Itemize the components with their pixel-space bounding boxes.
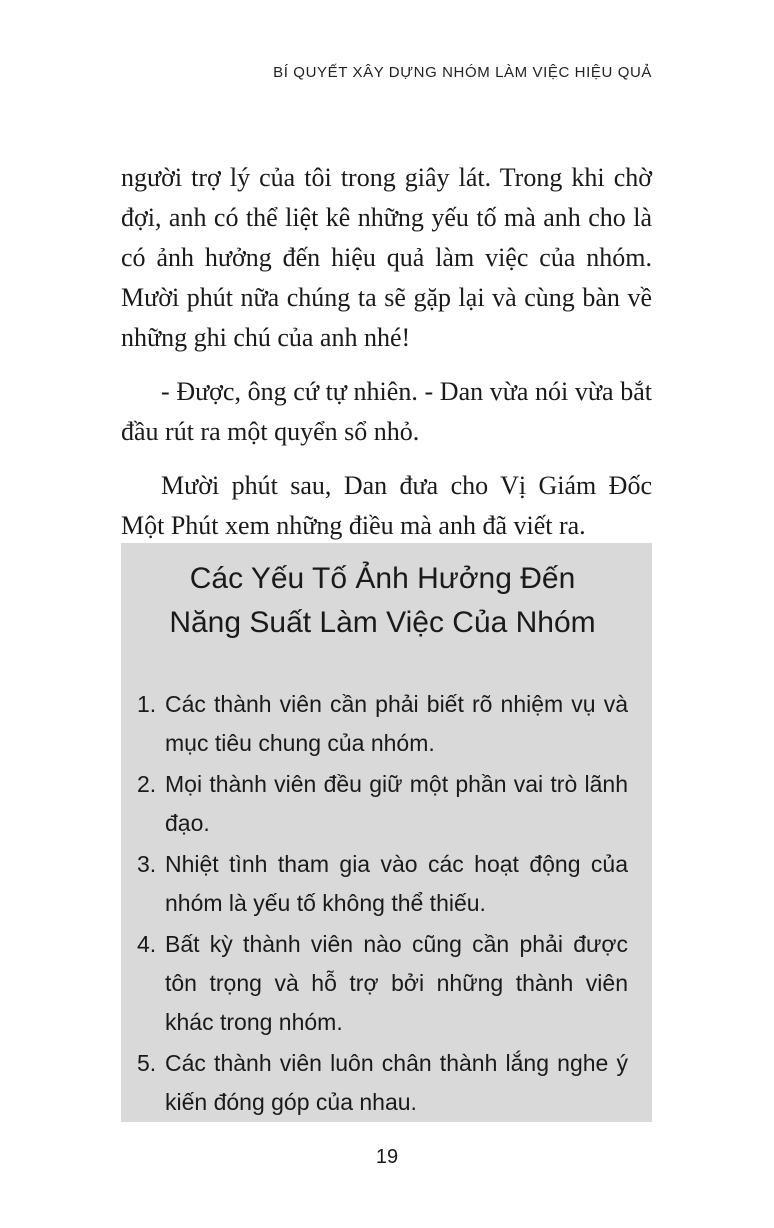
list-item-text: Nhiệt tình tham gia vào các hoạt động của nhóm là yếu tố không thể thiếu. — [165, 851, 628, 916]
body-text — [121, 158, 652, 560]
paragraph-narration: Mười phút sau, Dan đưa cho Vị Giám Đốc Một Phút xem những điều mà anh đã viết ra. — [121, 471, 652, 540]
list-item-number: 5. — [137, 1050, 157, 1076]
box-title-line-2: Năng Suất Làm Việc Của Nhóm — [169, 606, 596, 639]
box-title — [137, 557, 628, 645]
factors-list — [137, 685, 628, 1122]
list-item — [137, 765, 628, 843]
factors-box — [121, 543, 652, 1122]
running-header: BÍ QUYẾT XÂY DỰNG NHÓM LÀM VIỆC HIỆU QUẢ — [273, 64, 652, 81]
list-item-text: Các thành viên cần phải biết rõ nhiệm vụ và mục tiêu chung của nhóm. — [165, 691, 628, 756]
list-item — [137, 925, 628, 1042]
list-item-text: Các thành viên luôn chân thành lắng nghe ý kiến đóng góp của nhau. — [165, 1050, 628, 1115]
list-item — [137, 685, 628, 763]
paragraph-dialogue: - Được, ông cứ tự nhiên. - Dan vừa nói vừa bắt đầu rút ra một quyển sổ nhỏ. — [121, 377, 652, 446]
list-item — [137, 1044, 628, 1122]
list-item — [137, 845, 628, 923]
list-item-text: Mọi thành viên đều giữ một phần vai trò lãnh đạo. — [165, 771, 628, 836]
list-item-number: 2. — [137, 771, 157, 797]
list-item-number: 3. — [137, 851, 157, 877]
paragraph-continuation: người trợ lý của tôi trong giây lát. Trong khi chờ đợi, anh có thể liệt kê những yếu tố mà anh cho là có ảnh hưởng đến hiệu quả làm việc của nhóm. Mười phút nữa chúng ta sẽ gặp lại và cùng bàn về những ghi chú của anh nhé! — [121, 163, 652, 352]
list-item-number: 1. — [137, 691, 157, 717]
list-item-number: 4. — [137, 931, 157, 957]
list-item-text: Bất kỳ thành viên nào cũng cần phải được tôn trọng và hỗ trợ bởi những thành viên khác trong nhóm. — [165, 931, 628, 1035]
box-title-line-1: Các Yếu Tố Ảnh Hưởng Đến — [189, 562, 576, 595]
page-number: 19 — [375, 1146, 399, 1168]
